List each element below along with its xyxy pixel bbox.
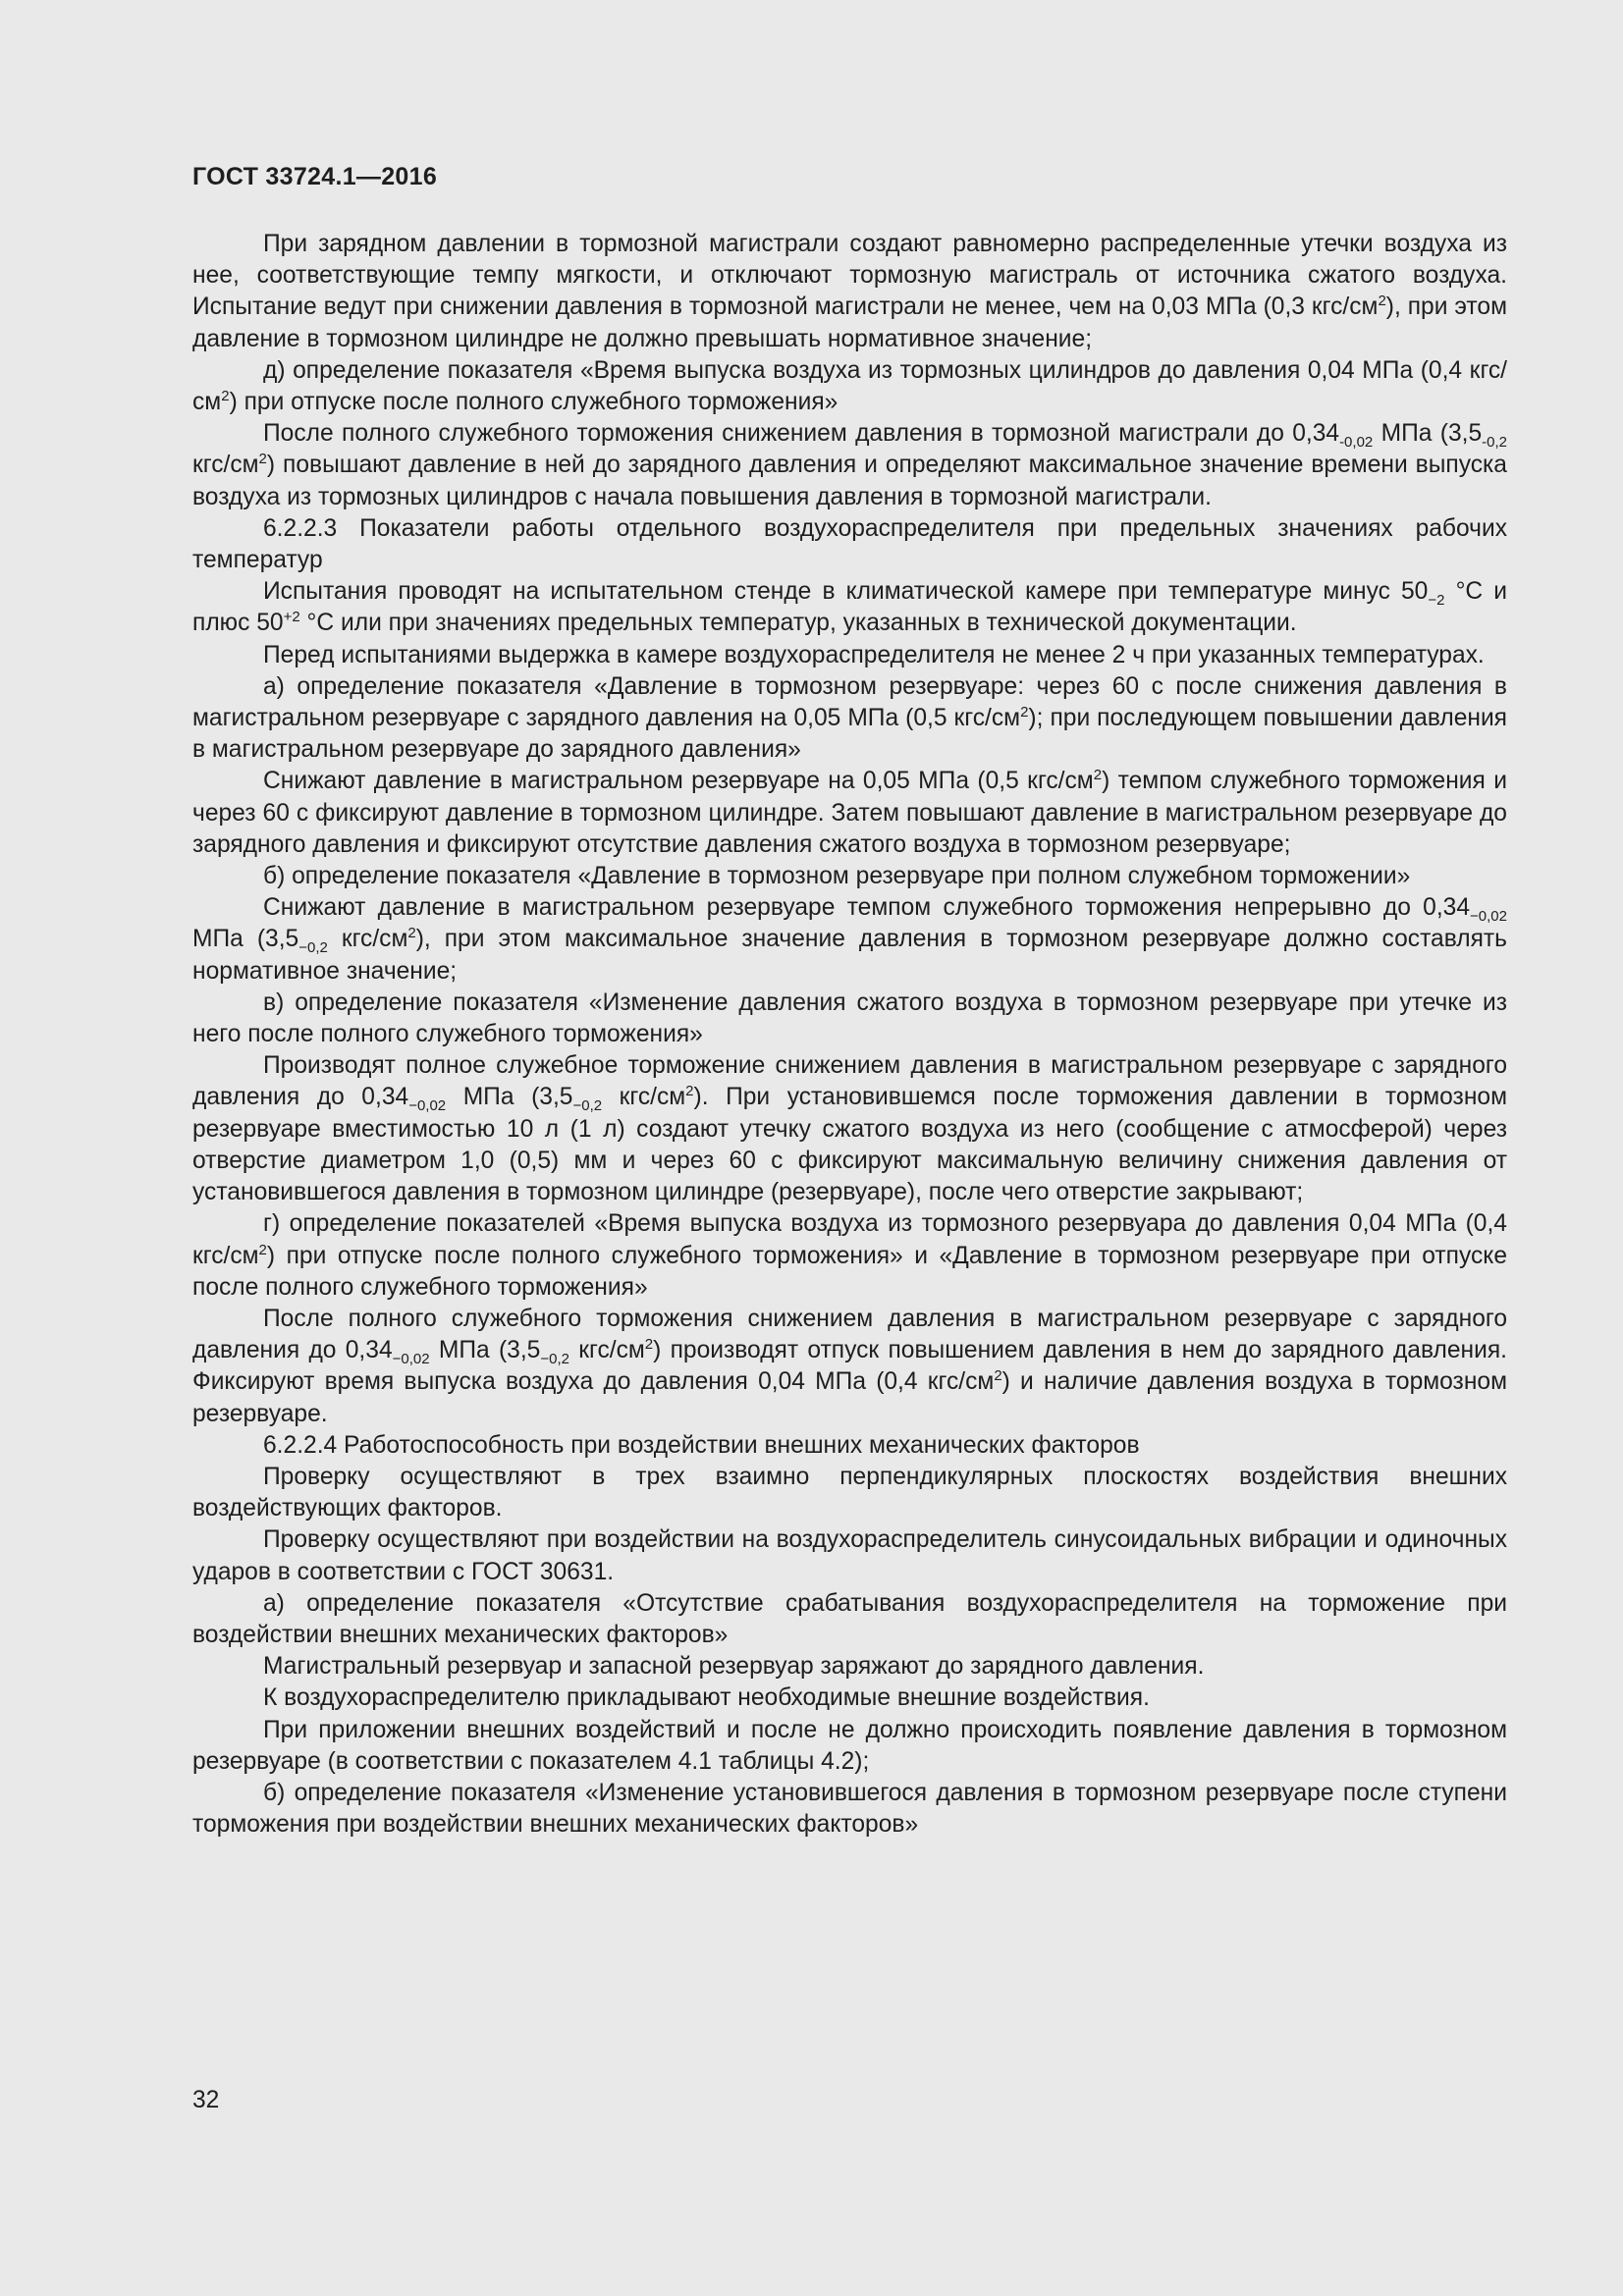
document-header: ГОСТ 33724.1—2016 [192,163,438,190]
text-run: кгс/см [327,926,408,953]
text-run: а) определение показателя «Отсутствие срабатывания воздухораспределителя на торможение при воздействии внешних механических факторов» [192,1589,1507,1648]
paragraph [192,1430,1507,1462]
subscript: -0,02 [1339,434,1374,452]
paragraph [192,766,1507,861]
text-run: кгс/см [192,452,259,479]
paragraph [192,1588,1507,1651]
paragraph [192,1524,1507,1587]
text-run: г) определение показателей «Время выпуска воздуха из тормозного резервуара до давления 0,04 МПа (0,4 кгс/см [192,1210,1507,1269]
text-run: После полного служебного торможения снижением давления в тормозной магистрали до 0,34 [263,420,1340,448]
text-run: Снижают давление в магистральном резервуаре темпом служебного торможения непрерывно до 0,34 [263,894,1471,922]
superscript: 2 [1020,704,1029,721]
paragraph [192,988,1507,1050]
text-run: Испытания проводят на испытательном стенде в климатической камере при температуре минус 50 [263,578,1429,606]
superscript: 2 [685,1083,694,1100]
paragraph [192,640,1507,671]
paragraph [192,1208,1507,1304]
text-run: Перед испытаниями выдержка в камере воздухораспределителя не менее 2 ч при указанных температурах. [263,641,1485,668]
superscript: 2 [258,1241,267,1258]
paragraph [192,1050,1507,1208]
subscript: −0,2 [298,939,328,957]
subscript: −0,2 [572,1097,603,1115]
superscript: 2 [221,388,230,405]
paragraph [192,1682,1507,1714]
subscript: −0,02 [392,1351,430,1368]
paragraph [192,1304,1507,1430]
paragraph [192,1778,1507,1841]
page-number: 32 [192,2087,220,2113]
text-run: д) определение показателя «Время выпуска воздуха из тормозных цилиндров до давления 0,04 МПа (0,4 кгс/см [192,356,1507,416]
subscript: −2 [1428,592,1445,610]
subscript: -0,2 [1482,434,1507,452]
paragraph [192,576,1507,639]
text-run: а) определение показателя «Давление в тормозном резервуаре: через 60 с после снижения давления в магистральном резервуаре с зарядного давления на 0,05 МПа (0,5 кгс/см [192,672,1507,732]
text-run: кгс/см [568,1337,645,1364]
subscript: −0,2 [540,1351,569,1368]
text-run: ) повышают давление в ней до зарядного давления и определяют максимальное значение времени выпуска воздуха из тормозных цилиндров с начала повышения давления в тормозной магистрали. [192,452,1507,510]
superscript: 2 [994,1367,1002,1385]
subscript: −0,02 [1470,908,1507,926]
paragraph [192,892,1507,988]
text-run: ), при этом максимальное значение давления в тормозном резервуаре должно составлять нормативное значение; [192,926,1507,985]
text-run: ) и наличие давления воздуха в тормозном резервуаре. [192,1368,1508,1427]
superscript: 2 [407,925,416,942]
superscript: 2 [1378,293,1386,310]
text-run: МПа (3,5 [429,1337,541,1364]
superscript: 2 [258,451,267,468]
text-run: 6.2.2.3 Показатели работы отдельного воздухораспределителя при предельных значениях рабочих температур [192,514,1507,574]
paragraph [192,1462,1507,1524]
text-run: Магистральный резервуар и запасной резервуар заряжают до зарядного давления. [263,1653,1205,1681]
text-run: При приложении внешних воздействий и после не должно происходить появление давления в тормозном резервуаре (в соответствии с показателем 4.1 таблицы 4.2); [192,1716,1507,1775]
text-run: ). При установившемся после торможения давлении в тормозном резервуаре вместимостью 10 л (1 л) создают утечку сжатого воздуха из него (сообщение с атмосферой) через отверстие диаметром 1,0 (0,5) мм и через 60 с фиксируют максимальную величину снижения давления от установившегося давления в тормозном цилиндре (резервуаре), после чего отверстие закрывают; [192,1084,1507,1206]
text-run: ); при последующем повышении давления в магистральном резервуаре до зарядного давления» [192,705,1508,764]
paragraph [192,1715,1507,1778]
text-run: 6.2.2.4 Работоспособность при воздействии внешних механических факторов [263,1431,1140,1459]
text-run: Снижают давление в магистральном резервуаре на 0,05 МПа (0,5 кгс/см [263,768,1094,795]
text-run: Проверку осуществляют в трех взаимно перпендикулярных плоскостях воздействия внешних воздействующих факторов. [192,1463,1507,1522]
paragraph [192,418,1507,513]
text-run: ) при отпуске после полного служебного торможения» и «Давление в тормозном резервуаре при отпуске после полного служебного торможения» [192,1242,1507,1301]
text-run: Проверку осуществляют при воздействии на воздухораспределитель синусоидальных вибрации и одиночных ударов в соответствии с ГОСТ 30631. [192,1526,1507,1585]
superscript: +2 [283,609,300,626]
document-body [192,229,1507,1841]
text-run: ) темпом служебного торможения и через 60 с фиксируют давление в тормозном цилиндре. Затем повышают давление в магистральном резервуаре до зарядного давления и фиксируют отсутствие давления сжатого воздуха в тормозном резервуаре; [192,768,1507,858]
text-run: б) определение показателя «Изменение установившегося давления в тормозном резервуаре после ступени торможения при воздействии внешних механических факторов» [192,1779,1507,1839]
text-run: б) определение показателя «Давление в тормозном резервуаре при полном служебном торможении» [263,863,1411,890]
text-run: МПа (3,5 [192,926,299,953]
text-run: °С и плюс 50 [192,578,1508,637]
paragraph [192,229,1507,355]
paragraph [192,1651,1507,1682]
text-run: МПа (3,5 [446,1084,573,1111]
text-run: При зарядном давлении в тормозной магистрали создают равномерно распределенные утечки воздуха из нее, соответствующие темпу мягкости, и отключают тормозную магистраль от источника сжатого воздуха. Испытание ведут при снижении давления в тормозной магистрали не менее, чем на 0,03 МПа (0,3 кгс/см [192,231,1507,321]
text-run: Производят полное служебное торможение снижением давления в магистральном резервуаре с зарядного давления до 0,34 [192,1052,1507,1111]
paragraph [192,671,1507,767]
text-run: ) производят отпуск повышением давления в нем до зарядного давления. Фиксируют время выпуска воздуха до давления 0,04 МПа (0,4 кгс/см [192,1337,1507,1396]
superscript: 2 [1093,767,1103,784]
text-run: ) при отпуске после полного служебного торможения» [229,389,839,416]
text-run: МПа (3,5 [1373,420,1483,448]
paragraph [192,861,1507,892]
text-run: кгс/см [602,1084,686,1111]
text-run: в) определение показателя «Изменение давления сжатого воздуха в тормозном резервуаре при утечке из него после полного служебного торможения» [192,988,1507,1048]
superscript: 2 [644,1336,654,1354]
text-run: ), при этом давление в тормозном цилиндре не должно превышать нормативное значение; [192,294,1507,352]
text-run: К воздухораспределителю прикладывают необходимые внешние воздействия. [263,1684,1150,1712]
text-run: После полного служебного торможения снижением давления в магистральном резервуаре с зарядного давления до 0,34 [192,1305,1507,1364]
paragraph [192,355,1507,418]
subscript: −0,02 [408,1097,447,1115]
paragraph [192,513,1507,576]
text-run: °С или при значениях предельных температур, указанных в технической документации. [299,610,1297,637]
